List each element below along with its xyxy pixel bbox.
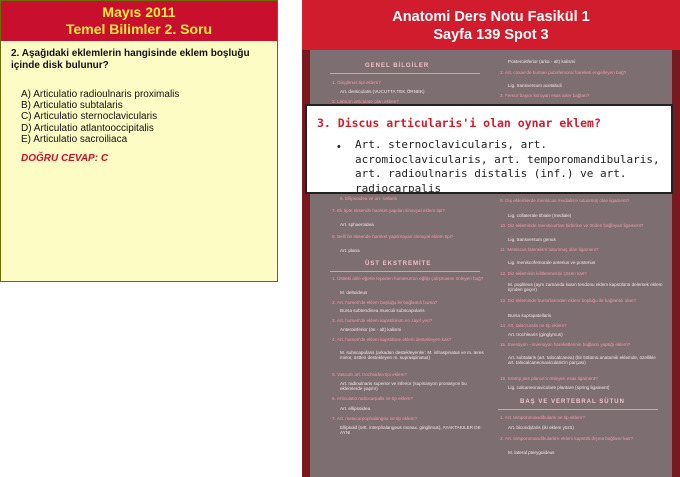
note-question: 12. Diz ekleminin kilitlenmesini çözen kas? bbox=[500, 271, 587, 276]
option-c: C) Articulatio sternoclavicularis bbox=[21, 111, 158, 123]
note-question: 14. Art. talocruralis ne tip eklem? bbox=[500, 323, 567, 328]
note-question: 6. Ellipsoidea ve art. sellaris bbox=[340, 196, 397, 201]
note-question: 13. Diz ekleminde bursa'larından eklem boşluğu ile bağlantılı olan? bbox=[500, 298, 636, 303]
section-upper-heading: ÜST EKSTREMİTE bbox=[365, 261, 432, 267]
note-question: 7. Art. metacarpophalangea ne tip eklem? bbox=[332, 416, 418, 421]
options-list bbox=[21, 89, 179, 145]
note-answer: Art. denticulatis (VUCUTTA TEK ÖRNEK) bbox=[340, 89, 425, 94]
callout-answer: Art. sternoclavicularis, art. acromioclavicularis, art. temporomandibularis, art. radioulnaris distalis (inf.) ve art. radiocarpalis bbox=[355, 138, 660, 195]
note-answer: M. lateral pterygoideus bbox=[508, 450, 555, 455]
note-question: 9. Dış eklemlerde meniscus medialis'e tutunmuş olan ligament? bbox=[500, 198, 630, 203]
question-card bbox=[0, 0, 278, 282]
note-answer: Art. radioulnaris superior ve inferior (supinasyon pronasyon bu eklemlerde yapılır) bbox=[340, 381, 467, 391]
note-question: 1. Ginglimus tipi eklem? bbox=[332, 80, 381, 85]
note-answer: Anteroinferior (ön - alt) kalismi bbox=[340, 327, 402, 332]
note-answer: M. popliteus (aynı zamanda kasın tendonu eklem kapsülünü delersek eklem içinden geçer) bbox=[508, 282, 663, 292]
note-answer: M. deltoideus bbox=[340, 290, 368, 295]
note-answer: Art. bicondylaris (iki eklem yüzü) bbox=[508, 425, 574, 430]
note-answer: Lig. transversum genus bbox=[508, 237, 556, 242]
note-answer: Art. ellipsoidea bbox=[340, 406, 371, 411]
note-question: 7. Ek tipte eksende hareket yapılan sinovyal eklem tipi? bbox=[332, 208, 445, 213]
option-e: E) Articulatio sacroiliaca bbox=[21, 133, 128, 145]
note-question: 2. Art. coxae'de bursae pubofemoral hareketi engelleyen bağ? bbox=[500, 70, 627, 75]
note-answer: Ellipsoid (ortt. interphalangeus monax. ginglimus), AYAKTAKILER DE AYNI bbox=[340, 425, 481, 435]
note-answer: Bursa suprapatellaris bbox=[508, 313, 552, 318]
note-question: 10. Diz ekleminde meniscus'ları birbirine ve önden bağlayan ligament? bbox=[500, 223, 644, 228]
note-answer: Lig. transversum acetabuli bbox=[508, 83, 562, 88]
bullet-icon: • bbox=[337, 141, 341, 153]
notes-title: Anatomi Ders Notu Fasikül 1 bbox=[392, 9, 590, 25]
option-b: B) Articulatio subtalaris bbox=[21, 100, 123, 112]
question-card-header bbox=[1, 1, 277, 41]
question-text: 2. Aşağıdaki eklemlerin hangisinde eklem boşluğu içinde disk bulunur? bbox=[11, 48, 250, 71]
note-answer: M. subscapularis (arkadan destekleyenler: M. infraspinatus ve m. teres minor, üstten destekleyen m. supraspinatus) bbox=[340, 350, 484, 360]
note-question: 5. Vasculo art. trochoidea tipi eklem? bbox=[332, 372, 407, 377]
note-answer: Art. sphaeroidea bbox=[340, 222, 374, 227]
exam-date: Mayıs 2011 bbox=[102, 4, 176, 20]
note-question: 1. Üstteki atile eğerle tepeden humerus'un eğilip çalışmasını önleyen bağ? bbox=[332, 276, 484, 281]
option-a: A) Articulatio radioulnaris proximalis bbox=[21, 89, 180, 100]
section-general-heading: GENEL BİLGİLER bbox=[365, 63, 430, 69]
note-answer: Art. trochlearis (ginglymus) bbox=[508, 332, 563, 337]
divider bbox=[330, 73, 480, 74]
note-answer: Lig. collaterale tibiale (mediale) bbox=[508, 213, 572, 218]
divider bbox=[330, 271, 480, 272]
note-question: 16. Eversiyon - inversiyon hareketlerinin bağlantı yaptığı eklem? bbox=[500, 342, 631, 347]
note-question: 2. Labrum articulare olan eklem? bbox=[332, 99, 399, 104]
notes-panel bbox=[302, 0, 680, 477]
note-question: 3. Femur başını koruyan esas arter bağları? bbox=[500, 93, 590, 98]
note-answer: Art. plana bbox=[340, 248, 360, 253]
note-question: 2. Art. humeri'de eklem boşluğu ile bağlantılı bursa? bbox=[332, 300, 438, 305]
section-spine-heading: BAŞ VE VERTEBRAL SÜTUN bbox=[520, 399, 625, 405]
callout-question: 3. Discus articularis'i olan oynar eklem? bbox=[317, 116, 601, 130]
note-question: 18. Kramp pes planus'u önleyen esas ligament? bbox=[500, 376, 598, 381]
note-answer: Bursa subtendinea musculi subscapularis bbox=[340, 308, 425, 313]
correct-answer: DOĞRU CEVAP: C bbox=[21, 153, 109, 164]
notes-page-spot: Sayfa 139 Spot 3 bbox=[433, 27, 549, 43]
note-answer: Art. subtalaris (art. talocalcanea) (bir bölümü anatomik eklemde, özellikle art. talocalcaneonavicularis'in parçası) bbox=[508, 355, 656, 365]
notes-header bbox=[302, 0, 680, 50]
note-question: 4. Art. humeri'de eklem kapsülüne eklem destekleyen kas? bbox=[332, 337, 452, 342]
note-question: 11. Meniscus lateralis'e tutunmuş olan ligament? bbox=[500, 247, 599, 252]
note-answer: Lig. meniscofemorale anterius ve posterius bbox=[508, 260, 596, 265]
note-answer: Lig. calcaneonaviculare plantare (spring ligament) bbox=[508, 385, 610, 390]
note-answer: Posteroinferior (arka - alt) kalismi bbox=[508, 59, 576, 64]
exam-subject: Temel Bilimler 2. Soru bbox=[65, 21, 212, 37]
note-question: 2. Art. temporomandibularis'e eklem kapsülü dışına bağlanır kas? bbox=[500, 436, 633, 441]
option-d: D) Articulatio atlantooccipitalis bbox=[21, 122, 154, 134]
note-question: 6. Articulatio radiocarpalis ne tip eklem? bbox=[332, 396, 413, 401]
divider bbox=[498, 409, 658, 410]
note-question: 3. Art. humeri'de eklem kapsülünün en zayıf yeri? bbox=[332, 318, 433, 323]
note-question: 8. Belli bir eksende hareket yapılmayan sinovyal eklem tipi? bbox=[332, 234, 454, 239]
zoom-callout bbox=[305, 104, 673, 194]
note-question: 1. Art. temporomandibularis ne tip eklem? bbox=[500, 415, 585, 420]
